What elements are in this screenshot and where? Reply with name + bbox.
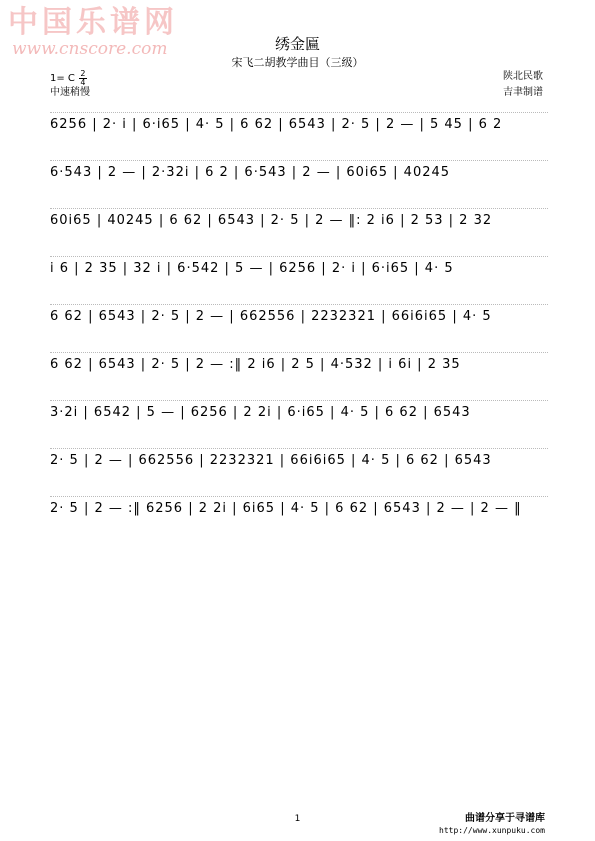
score-row: 2· 5 | 2 — | 662556 | 2232321 | 66i6i65 | 4· 5 | 6 62 | 6543 xyxy=(50,436,548,484)
score-row: i 6 | 2 35 | 32 i | 6·542 | 5 — | 6256 | 2· i | 6·i65 | 4· 5 xyxy=(50,244,548,292)
song-title: 绣金匾 xyxy=(274,35,320,53)
watermark-url: www.cnscore.com xyxy=(12,39,168,59)
score-row: 6·543 | 2 — | 2·32i | 6 2 | 6·543 | 2 — | 60i65 | 40245 xyxy=(50,148,548,196)
score-row: 6 62 | 6543 | 2· 5 | 2 — :‖ 2 i6 | 2 5 | 4·532 | i 6i | 2 35 xyxy=(50,340,548,388)
score-row: 6256 | 2· i | 6·i65 | 4· 5 | 6 62 | 6543 | 2· 5 | 2 — | 5 45 | 6 2 xyxy=(50,100,548,148)
footer-credit: 曲谱分享于寻谱库 xyxy=(465,813,545,824)
score-row: 60i65 | 40245 | 6 62 | 6543 | 2· 5 | 2 — ‖: 2 i6 | 2 53 | 2 32 xyxy=(50,196,548,244)
meter-bottom: 4 xyxy=(80,78,86,87)
tempo-marking: 中速稍慢 xyxy=(50,87,90,98)
score-row: 3·2i | 6542 | 5 — | 6256 | 2 2i | 6·i65 | 4· 5 | 6 62 | 6543 xyxy=(50,388,548,436)
page-number: 1 xyxy=(294,814,301,824)
score xyxy=(50,100,548,532)
footer-url: http://www.xunpuku.com xyxy=(439,826,545,835)
score-row: 6 62 | 6543 | 2· 5 | 2 — | 662556 | 2232321 | 66i6i65 | 4· 5 xyxy=(50,292,548,340)
key-signature xyxy=(50,70,87,87)
footer xyxy=(439,812,545,836)
song-subtitle: 宋飞二胡教学曲目（三级） xyxy=(231,56,364,69)
meter-top: 2 xyxy=(80,69,86,78)
time-signature xyxy=(79,70,87,87)
arranger-credit: 吉聿制谱 xyxy=(503,87,543,98)
watermark-site-name: 中国乐谱网 xyxy=(8,5,178,40)
song-origin: 陕北民歌 xyxy=(503,71,543,82)
key-label: 1= C xyxy=(50,72,75,84)
score-row: 2· 5 | 2 — :‖ 6256 | 2 2i | 6i65 | 4· 5 | 6 62 | 6543 | 2 — | 2 — ‖ xyxy=(50,484,548,532)
